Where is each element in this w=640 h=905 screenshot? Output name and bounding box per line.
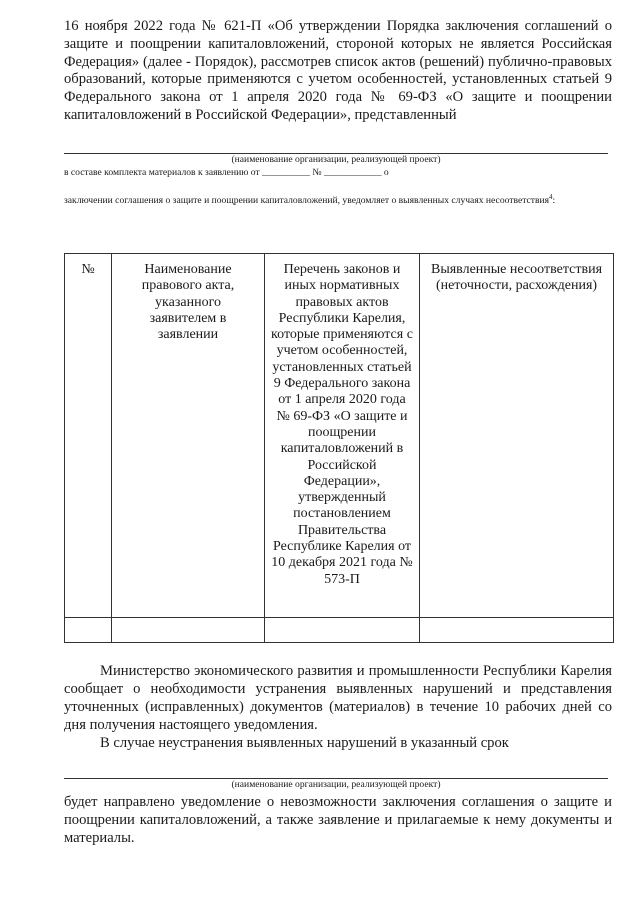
conclusion-text: [64, 191, 612, 207]
ministry-paragraph: Министерство экономического развития и промышленности Республики Карелия сообщает о необходимости устранения выявленных нарушений и представления уточненных (исправленных) документов (материалов) в течение 10 рабочих дней со дня получения настоящего уведомления.: [64, 663, 612, 733]
discrepancy-table: [64, 253, 614, 643]
conclusion-suffix: :: [552, 195, 556, 207]
footnote-marker: 4: [549, 193, 553, 201]
header-discrepancies: Выявленные несоответствия (неточности, расхождения): [420, 254, 614, 618]
table-cell: [420, 618, 614, 643]
org-name-caption-1: (наименование организации, реализующей проект): [231, 154, 441, 165]
failure-paragraph: В случае неустранения выявленных нарушений в указанный срок: [100, 735, 509, 751]
header-number: №: [65, 254, 112, 618]
table-row: [65, 618, 614, 643]
table-cell: [265, 618, 420, 643]
header-act-name: Наименование правового акта, указанного заявителем в заявлении: [112, 254, 265, 618]
table-header-row: [65, 254, 614, 618]
intro-paragraph: 16 ноября 2022 года № 621-П «Об утверждении Порядка заключения соглашений о защите и поощрении капиталовложений, стороной которых не является Российская Федерация» (далее - Порядок), рассмотрев список актов (решений) публично-правовых образований, которые применяются с учетом особенностей, установленных статьей 9 Федерального закона от 1 апреля 2020 года № 69-ФЗ «О защите и поощрении капиталовложений в Российской Федерации», представленный: [64, 18, 612, 123]
org-name-caption-2: (наименование организации, реализующей проект): [231, 779, 441, 790]
table-cell: [112, 618, 265, 643]
header-laws-list: Перечень законов и иных нормативных правовых актов Республики Карелия, которые применяются с учетом особенностей, установленных статьей 9 Федерального закона от 1 апреля 2020 года № 69-ФЗ «О защите и поощрении капиталовложений в Российской Федерации», утвержденный постановлением Правительства Республике Карелия от 10 декабря 2021 года № 573-П: [265, 254, 420, 618]
final-paragraph: будет направлено уведомление о невозможности заключения соглашения о защите и поощрении капиталовложений, а также заявление и прилагаемые к нему документы и материалы.: [64, 794, 612, 846]
table-cell: [65, 618, 112, 643]
conclusion-text-body: заключении соглашения о защите и поощрении капиталовложений, уведомляет о выявленных случаях несоответствия: [64, 195, 550, 207]
materials-line: в составе комплекта материалов к заявлению от __________ № ____________ о: [64, 167, 389, 178]
